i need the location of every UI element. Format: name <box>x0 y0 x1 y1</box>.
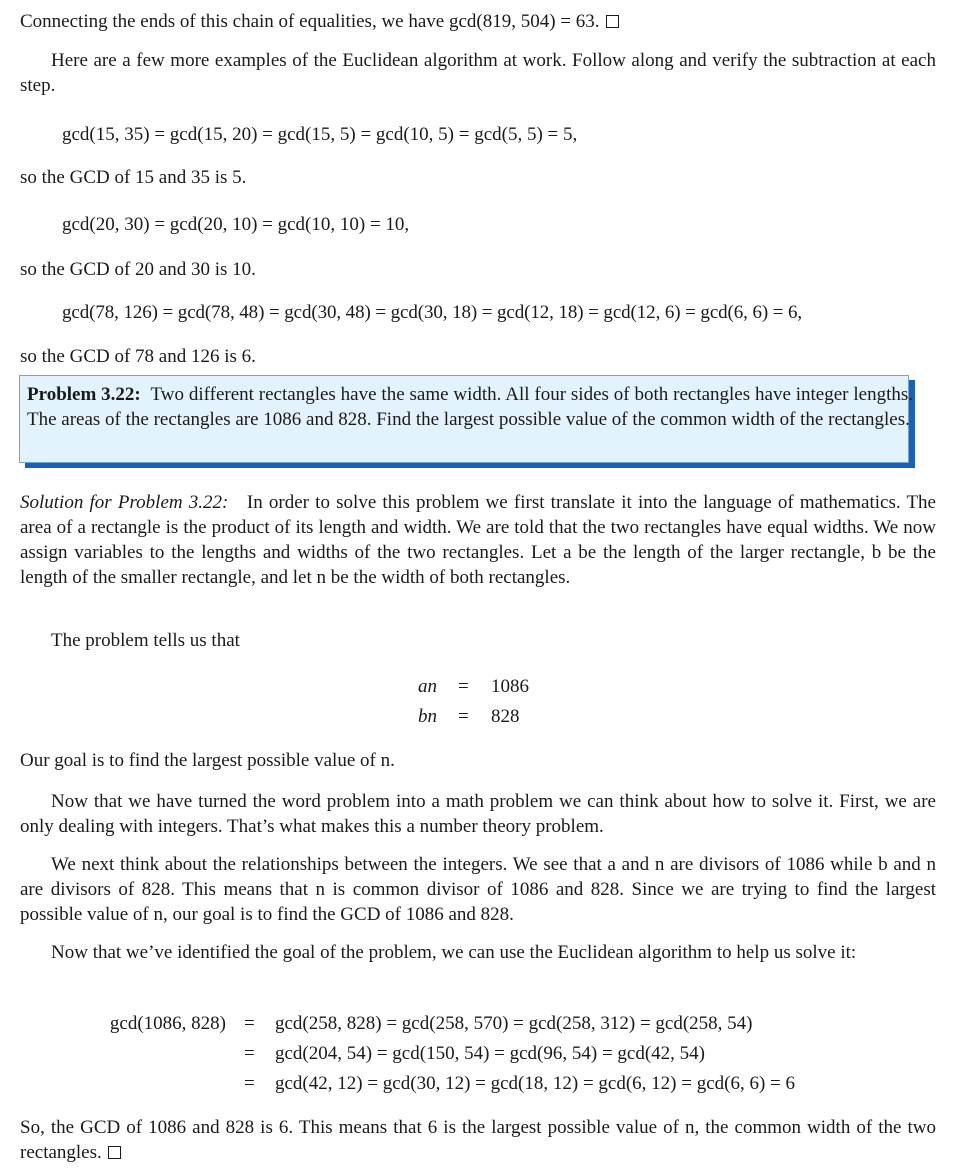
solution-paragraph-5: We next think about the relationships between the integers. We see that a and n are divisors of 1086 while b and n are divisors of 828. This means that n is common divisor of 1086 and 828. Since we are trying to find the largest possible value of n, our goal is to find the GCD of 1086 and 828. <box>20 854 936 925</box>
euclid-row-3-rel: = <box>244 1073 255 1094</box>
solution-p7-text: So, the GCD of 1086 and 828 is 6. This means that 6 is the largest possible value of n, the common width of the two rectangles. <box>20 1117 936 1163</box>
intro-line-text: Connecting the ends of this chain of equalities, we have gcd(819, 504) = 63. <box>20 11 600 32</box>
solution-paragraph-7 <box>20 1115 936 1165</box>
euclid-lhs: gcd(1086, 828) <box>109 1013 226 1034</box>
example-2-conclusion: so the GCD of 20 and 30 is 10. <box>20 259 256 280</box>
euclid-row-2-rhs: gcd(204, 54) = gcd(150, 54) = gcd(96, 54) = gcd(42, 54) <box>275 1043 705 1064</box>
euclid-row-1-rhs: gcd(258, 828) = gcd(258, 570) = gcd(258, 312) = gcd(258, 54) <box>275 1013 753 1034</box>
qed-box-icon <box>606 15 619 28</box>
system-row-2-lhs: bn <box>418 706 437 727</box>
example-3-conclusion: so the GCD of 78 and 126 is 6. <box>20 346 256 367</box>
more-examples-paragraph: Here are a few more examples of the Euclidean algorithm at work. Follow along and verify the subtraction at each step. <box>20 50 936 96</box>
solution-paragraph-1 <box>20 490 936 590</box>
system-row-1-lhs: an <box>418 676 437 697</box>
intro-line <box>20 9 936 34</box>
problem-text: Two different rectangles have the same width. All four sides of both rectangles have integer lengths. The areas of the rectangles are 1086 and 828. Find the largest possible value of the common width of the rectangles. <box>27 384 913 430</box>
solution-paragraph-3: Our goal is to find the largest possible value of n. <box>20 750 395 771</box>
euclid-row-1-rel: = <box>244 1013 255 1034</box>
problem-statement <box>27 382 913 432</box>
problem-label: Problem 3.22: <box>27 384 141 405</box>
system-row-1-rhs: 1086 <box>491 676 529 697</box>
qed-box-icon <box>108 1146 121 1159</box>
system-row-2-rhs: 828 <box>491 706 520 727</box>
example-1-conclusion: so the GCD of 15 and 35 is 5. <box>20 167 247 188</box>
solution-p1-text: In order to solve this problem we first translate it into the language of mathematics. The area of a rectangle is the product of its length and width. We are told that the two rectangles have equal widths. We now assign variables to the lengths and widths of the two rectangles. Let a be the length of the larger rectangle, b be the length of the smaller rectangle, and let n be the width of both rectangles. <box>20 492 936 588</box>
system-row-1-rel: = <box>458 676 469 697</box>
solution-paragraph-4: Now that we have turned the word problem into a math problem we can think about how to solve it. First, we are only dealing with integers. That’s what makes this a number theory problem. <box>20 791 936 837</box>
system-row-2-rel: = <box>458 706 469 727</box>
solution-paragraph-6: Now that we’ve identified the goal of the problem, we can use the Euclidean algorithm to help us solve it: <box>51 942 857 963</box>
euclid-row-2-rel: = <box>244 1043 255 1064</box>
solution-label: Solution for Problem 3.22: <box>20 492 229 513</box>
example-3-equation: gcd(78, 126) = gcd(78, 48) = gcd(30, 48) = gcd(30, 18) = gcd(12, 18) = gcd(12, 6) = gcd(6, 6) = 6, <box>62 302 803 323</box>
euclid-row-3-rhs: gcd(42, 12) = gcd(30, 12) = gcd(18, 12) = gcd(6, 12) = gcd(6, 6) = 6 <box>275 1073 796 1094</box>
solution-paragraph-2: The problem tells us that <box>51 630 240 651</box>
example-1-equation: gcd(15, 35) = gcd(15, 20) = gcd(15, 5) = gcd(10, 5) = gcd(5, 5) = 5, <box>62 124 578 145</box>
example-2-equation: gcd(20, 30) = gcd(20, 10) = gcd(10, 10) = 10, <box>62 214 410 235</box>
